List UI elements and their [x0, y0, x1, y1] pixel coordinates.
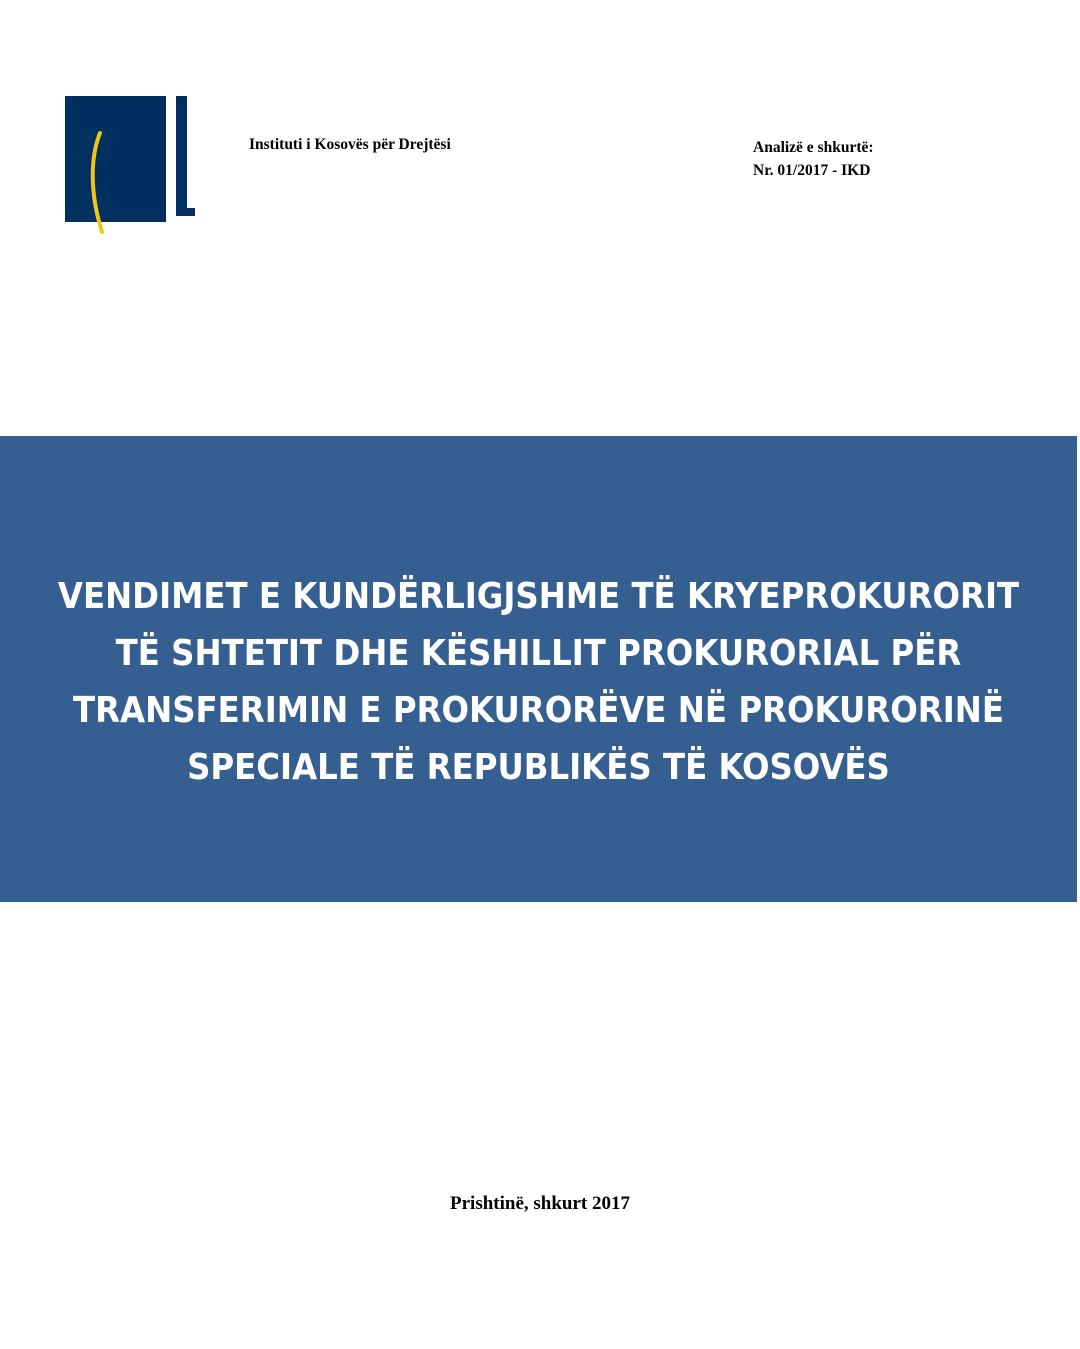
title-line: TË SHTETIT DHE KËSHILLIT PROKURORIAL PËR: [115, 633, 962, 674]
document-title: [0, 568, 1077, 796]
place-and-date: Prishtinë, shkurt 2017: [450, 1193, 630, 1214]
institute-logo-icon: [64, 96, 198, 236]
document-type: Analizë e shkurtë:: [753, 139, 874, 156]
title-line: SPECIALE TË REPUBLIKËS TË KOSOVËS: [187, 747, 890, 788]
document-number: Nr. 01/2017 - IKD: [753, 162, 871, 179]
document-meta: [753, 136, 874, 182]
logo-block: [65, 96, 166, 222]
institute-name: Instituti i Kosovës për Drejtësi: [249, 136, 451, 153]
title-line: TRANSFERIMIN E PROKURORËVE NË PROKURORINË: [73, 690, 1004, 731]
logo-foot: [176, 208, 195, 216]
logo-bar: [176, 96, 187, 216]
title-line: VENDIMET E KUNDËRLIGJSHME TË KRYEPROKURORIT: [57, 576, 1020, 617]
